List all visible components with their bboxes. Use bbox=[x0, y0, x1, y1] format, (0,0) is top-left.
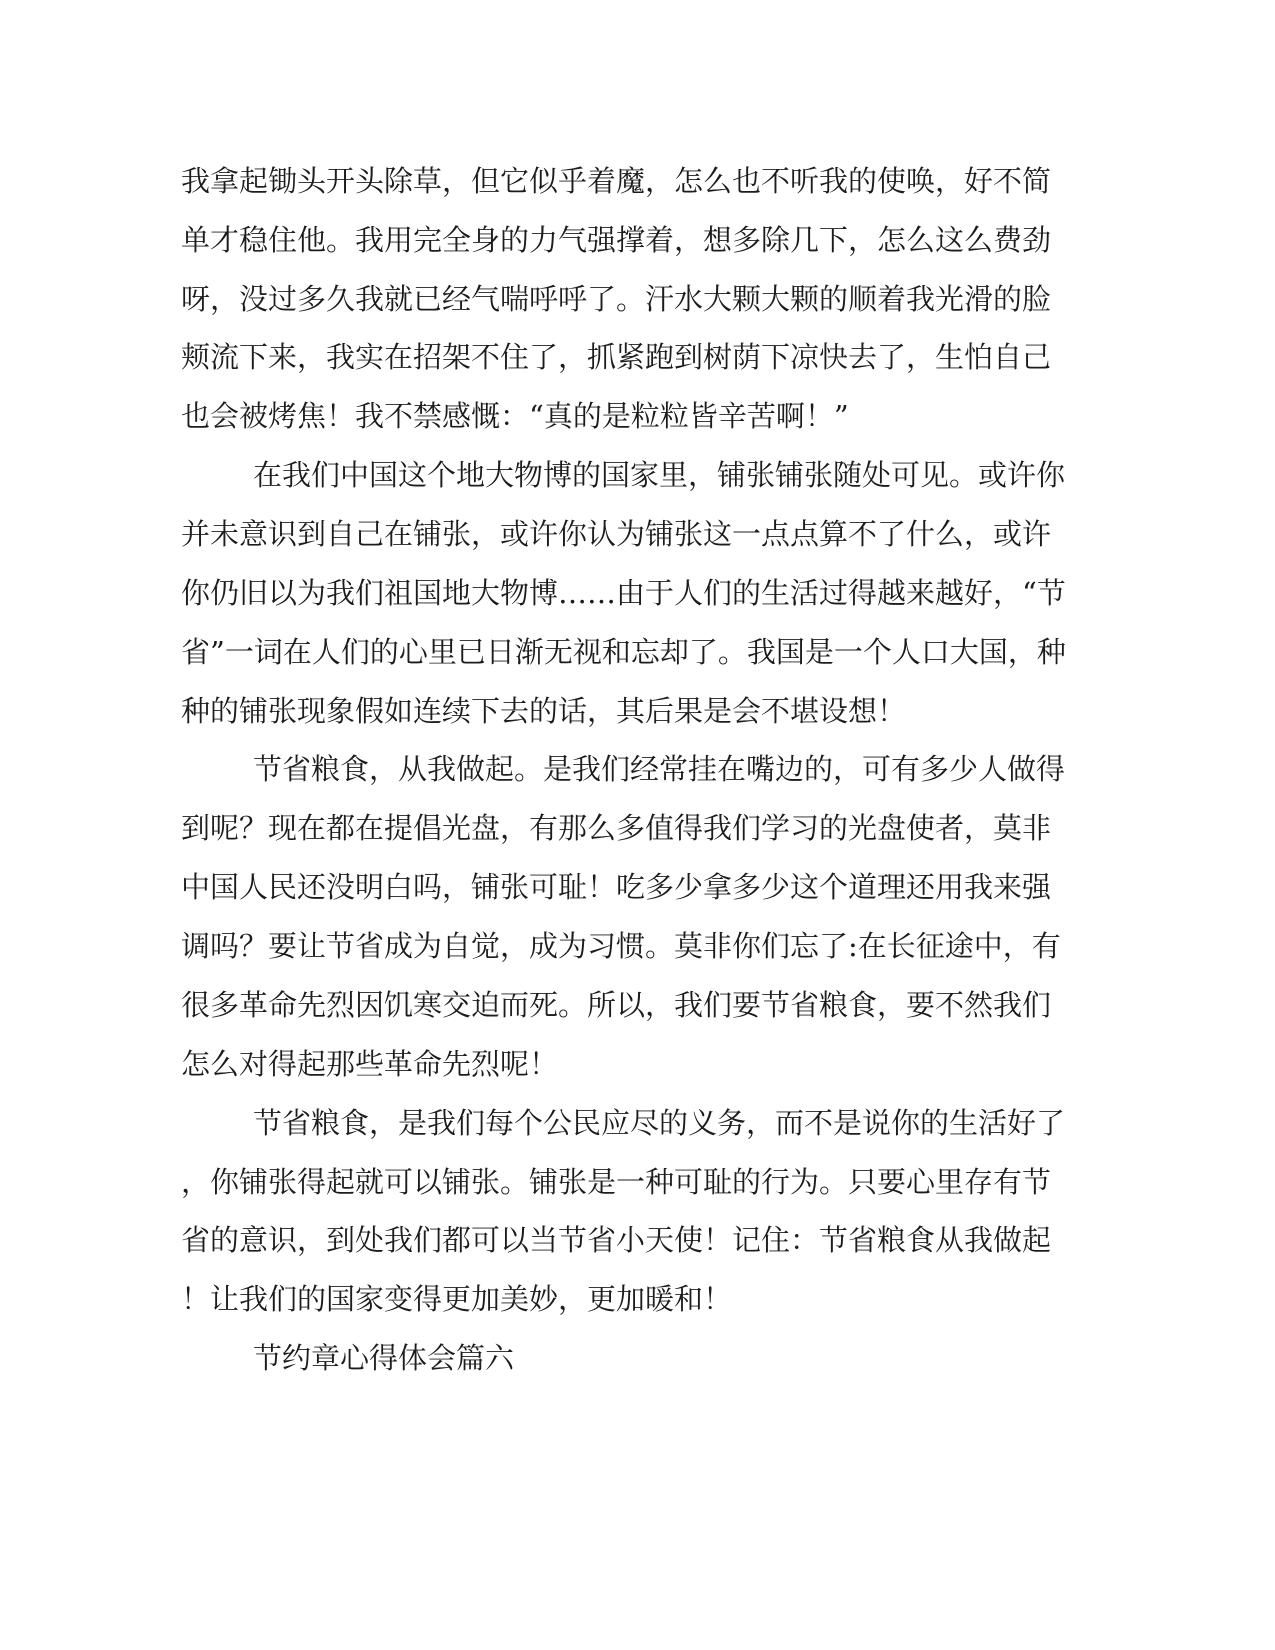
text-line bbox=[0, 391, 1275, 441]
text-line bbox=[0, 744, 1275, 794]
text-line-content: 中国人民还没明白吗，铺张可耻！吃多少拿多少这个道理还用我来强 bbox=[181, 870, 1052, 904]
section-heading-line bbox=[0, 1333, 1275, 1383]
text-line bbox=[0, 1098, 1275, 1148]
text-line-content: 怎么对得起那些革命先烈呢！ bbox=[181, 1047, 559, 1081]
paragraph-first-line: 节省粮食，从我做起。是我们经常挂在嘴边的，可有多少人做得 bbox=[253, 752, 1066, 786]
text-line bbox=[0, 1215, 1275, 1265]
text-line bbox=[0, 862, 1275, 912]
text-line bbox=[0, 1157, 1275, 1207]
text-line bbox=[0, 1039, 1275, 1089]
text-line bbox=[0, 1274, 1275, 1324]
text-line-content: ，你铺张得起就可以铺张。铺张是一种可耻的行为。只要心里存有节 bbox=[181, 1165, 1052, 1199]
text-line bbox=[0, 156, 1275, 206]
text-line bbox=[0, 568, 1275, 618]
text-line bbox=[0, 803, 1275, 853]
text-line-content: 省”一词在人们的心里已日渐无视和忘却了。我国是一个人口大国，种 bbox=[181, 635, 1066, 669]
text-line-content: 颊流下来，我实在招架不住了，抓紧跑到树荫下凉快去了，生怕自己 bbox=[181, 340, 1052, 374]
text-line-content: 种的铺张现象假如连续下去的话，其后果是会不堪设想！ bbox=[181, 694, 907, 728]
text-line bbox=[0, 332, 1275, 382]
text-line-content: 也会被烤焦！我不禁感慨：“真的是粒粒皆辛苦啊！” bbox=[181, 399, 849, 433]
text-line-content: 很多革命先烈因饥寒交迫而死。所以，我们要节省粮食，要不然我们 bbox=[181, 988, 1052, 1022]
text-line-content: 调吗？要让节省成为自觉，成为习惯。莫非你们忘了:在长征途中，有 bbox=[181, 929, 1061, 963]
text-line bbox=[0, 509, 1275, 559]
text-line bbox=[0, 686, 1275, 736]
text-line-content: 我拿起锄头开头除草，但它似乎着魔，怎么也不听我的使唤，好不简 bbox=[181, 164, 1052, 198]
text-line-content: ！让我们的国家变得更加美妙，更加暖和！ bbox=[181, 1282, 733, 1316]
text-line-content: 省的意识，到处我们都可以当节省小天使！记住：节省粮食从我做起 bbox=[181, 1223, 1052, 1257]
text-line-content: 呀，没过多久我就已经气喘呼呼了。汗水大颗大颗的顺着我光滑的脸 bbox=[181, 282, 1052, 316]
text-line-content: 你仍旧以为我们祖国地大物博……由于人们的生活过得越来越好，“节 bbox=[181, 576, 1066, 610]
text-line bbox=[0, 980, 1275, 1030]
text-line-content: 单才稳住他。我用完全身的力气强撑着，想多除几下，怎么这么费劲 bbox=[181, 223, 1052, 257]
text-line bbox=[0, 921, 1275, 971]
paragraph-first-line: 节省粮食，是我们每个公民应尽的义务，而不是说你的生活好了 bbox=[253, 1106, 1066, 1140]
paragraph-first-line: 在我们中国这个地大物博的国家里，铺张铺张随处可见。或许你 bbox=[253, 458, 1066, 492]
text-line-content: 到呢？现在都在提倡光盘，有那么多值得我们学习的光盘使者，莫非 bbox=[181, 811, 1052, 845]
text-line bbox=[0, 450, 1275, 500]
text-line-content: 并未意识到自己在铺张，或许你认为铺张这一点点算不了什么，或许 bbox=[181, 517, 1052, 551]
text-line bbox=[0, 215, 1275, 265]
section-heading: 节约章心得体会篇六 bbox=[253, 1341, 515, 1375]
text-line bbox=[0, 627, 1275, 677]
text-line bbox=[0, 274, 1275, 324]
